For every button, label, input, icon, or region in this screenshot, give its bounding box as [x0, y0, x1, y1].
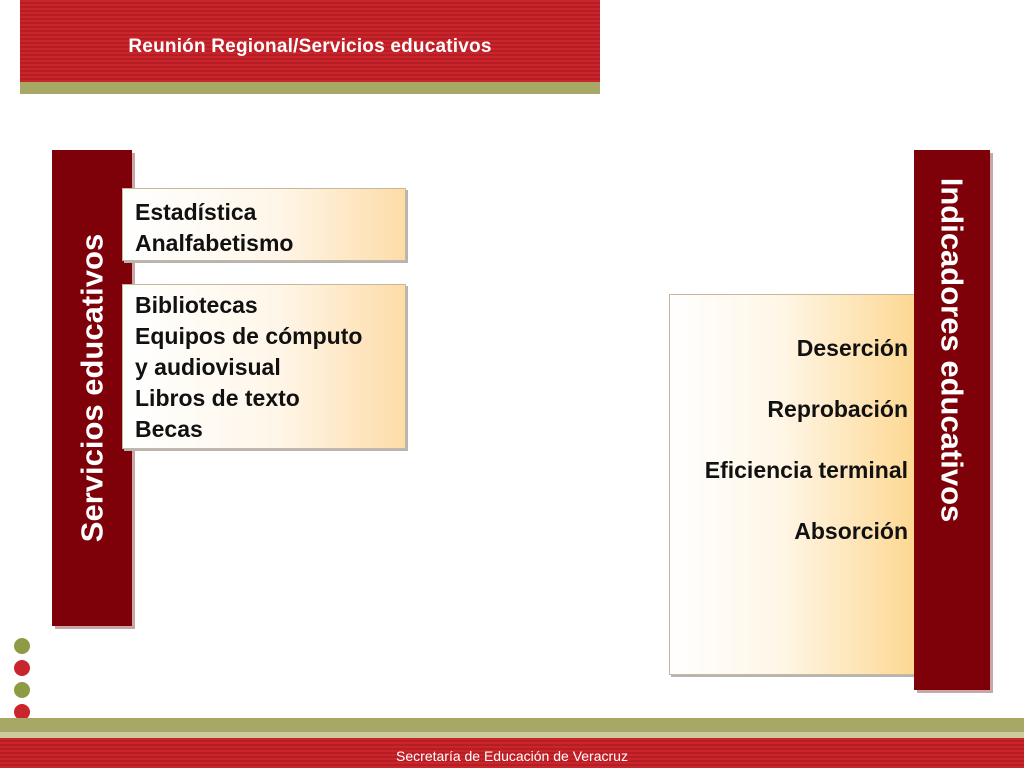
- box-line: Becas: [135, 416, 203, 442]
- dot-icon: [14, 660, 30, 676]
- box-line: Bibliotecas: [135, 292, 258, 318]
- indicator-item: Absorción: [794, 518, 908, 544]
- estadistica-box: [122, 188, 406, 261]
- indicator-item: Reprobación: [767, 396, 908, 422]
- indicator-item: Deserción: [796, 335, 908, 361]
- servicios-educativos-bar: [52, 150, 132, 626]
- header-stripe: [20, 82, 600, 94]
- dot-icon: [14, 638, 30, 654]
- box-line: Equipos de cómputo: [135, 323, 363, 349]
- servicios-educativos-title: Servicios educativos: [74, 233, 110, 543]
- indicadores-box: [669, 294, 919, 675]
- box-line: Libros de texto: [135, 385, 300, 411]
- box-line: Analfabetismo: [135, 230, 294, 256]
- box-line: Estadística: [135, 199, 257, 225]
- footer-stripe: [0, 718, 1024, 732]
- indicadores-educativos-bar: [914, 150, 990, 690]
- box-line: y audiovisual: [135, 354, 281, 380]
- decorative-dots: [14, 638, 32, 726]
- slide-header-title: Reunión Regional/Servicios educativos: [128, 36, 492, 57]
- indicator-item: Eficiencia terminal: [704, 457, 908, 483]
- bibliotecas-box: [122, 284, 406, 449]
- indicadores-educativos-title: Indicadores educativos: [934, 177, 970, 523]
- dot-icon: [14, 682, 30, 698]
- footer-text: Secretaría de Educación de Veracruz: [396, 748, 628, 764]
